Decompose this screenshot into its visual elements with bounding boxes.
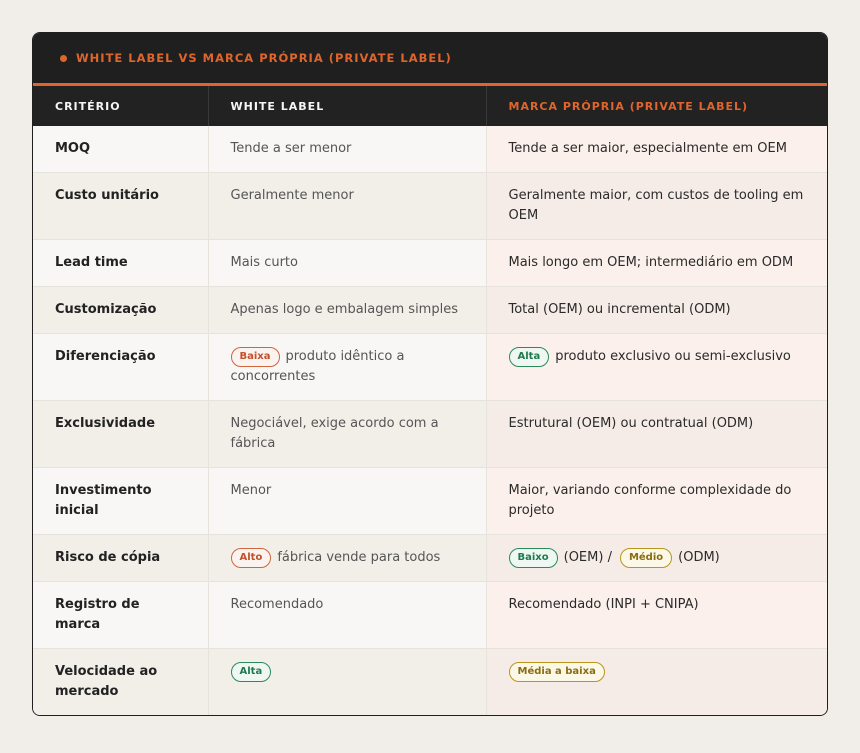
table-row <box>33 649 827 716</box>
white-label-cell: Negociável, exige acordo com a fábrica <box>208 401 486 468</box>
criterion-cell: Custo unitário <box>33 173 208 240</box>
white-label-cell <box>208 649 486 716</box>
bullet-dot-icon <box>60 55 67 62</box>
medium-risk-badge: Médio <box>620 548 672 568</box>
private-label-cell: Mais longo em OEM; intermediário em ODM <box>486 240 827 287</box>
private-label-cell <box>486 535 827 582</box>
cell-text: produto exclusivo ou semi-exclusivo <box>555 349 791 364</box>
criterion-cell: Investimento inicial <box>33 468 208 535</box>
criterion-cell: Lead time <box>33 240 208 287</box>
table-row <box>33 582 827 649</box>
speed-high-badge: Alta <box>231 662 272 682</box>
high-badge: Alta <box>509 347 550 367</box>
criterion-cell: Registro de marca <box>33 582 208 649</box>
table-row <box>33 468 827 535</box>
criterion-cell: Customização <box>33 287 208 334</box>
table-row <box>33 126 827 173</box>
cell-text: (OEM) / <box>563 550 612 565</box>
speed-medium-badge: Média a baixa <box>509 662 605 682</box>
criterion-cell: Velocidade ao mercado <box>33 649 208 716</box>
private-label-cell: Maior, variando conforme complexidade do projeto <box>486 468 827 535</box>
comparison-table <box>33 86 827 715</box>
cell-text: produto idêntico a concorrentes <box>230 349 405 384</box>
criterion-cell: MOQ <box>33 126 208 173</box>
white-label-cell: Tende a ser menor <box>208 126 486 173</box>
private-label-cell: Tende a ser maior, especialmente em OEM <box>486 126 827 173</box>
header-criterion: CRITÉRIO <box>33 86 208 126</box>
table-row <box>33 240 827 287</box>
white-label-cell <box>208 334 486 401</box>
criterion-cell: Exclusividade <box>33 401 208 468</box>
table-row <box>33 173 827 240</box>
table-header-row <box>33 86 827 126</box>
low-badge: Baixa <box>231 347 280 367</box>
white-label-cell: Mais curto <box>208 240 486 287</box>
table-row <box>33 401 827 468</box>
cell-text: fábrica vende para todos <box>277 550 441 565</box>
private-label-cell: Geralmente maior, com custos de tooling em OEM <box>486 173 827 240</box>
white-label-cell <box>208 535 486 582</box>
criterion-cell: Risco de cópia <box>33 535 208 582</box>
white-label-cell: Recomendado <box>208 582 486 649</box>
table-row <box>33 535 827 582</box>
criterion-cell: Diferenciação <box>33 334 208 401</box>
private-label-cell: Total (OEM) ou incremental (ODM) <box>486 287 827 334</box>
white-label-cell: Geralmente menor <box>208 173 486 240</box>
table-row <box>33 287 827 334</box>
private-label-cell <box>486 649 827 716</box>
white-label-cell: Menor <box>208 468 486 535</box>
comparison-card <box>32 32 828 716</box>
cell-text: (ODM) <box>678 550 720 565</box>
header-private-label: MARCA PRÓPRIA (PRIVATE LABEL) <box>486 86 827 126</box>
table-row <box>33 334 827 401</box>
high-risk-badge: Alto <box>231 548 272 568</box>
card-title: WHITE LABEL VS MARCA PRÓPRIA (PRIVATE LABEL) <box>76 51 452 65</box>
private-label-cell: Recomendado (INPI + CNIPA) <box>486 582 827 649</box>
low-risk-badge: Baixo <box>509 548 558 568</box>
header-white-label: WHITE LABEL <box>208 86 486 126</box>
private-label-cell <box>486 334 827 401</box>
card-header <box>33 33 827 86</box>
private-label-cell: Estrutural (OEM) ou contratual (ODM) <box>486 401 827 468</box>
white-label-cell: Apenas logo e embalagem simples <box>208 287 486 334</box>
